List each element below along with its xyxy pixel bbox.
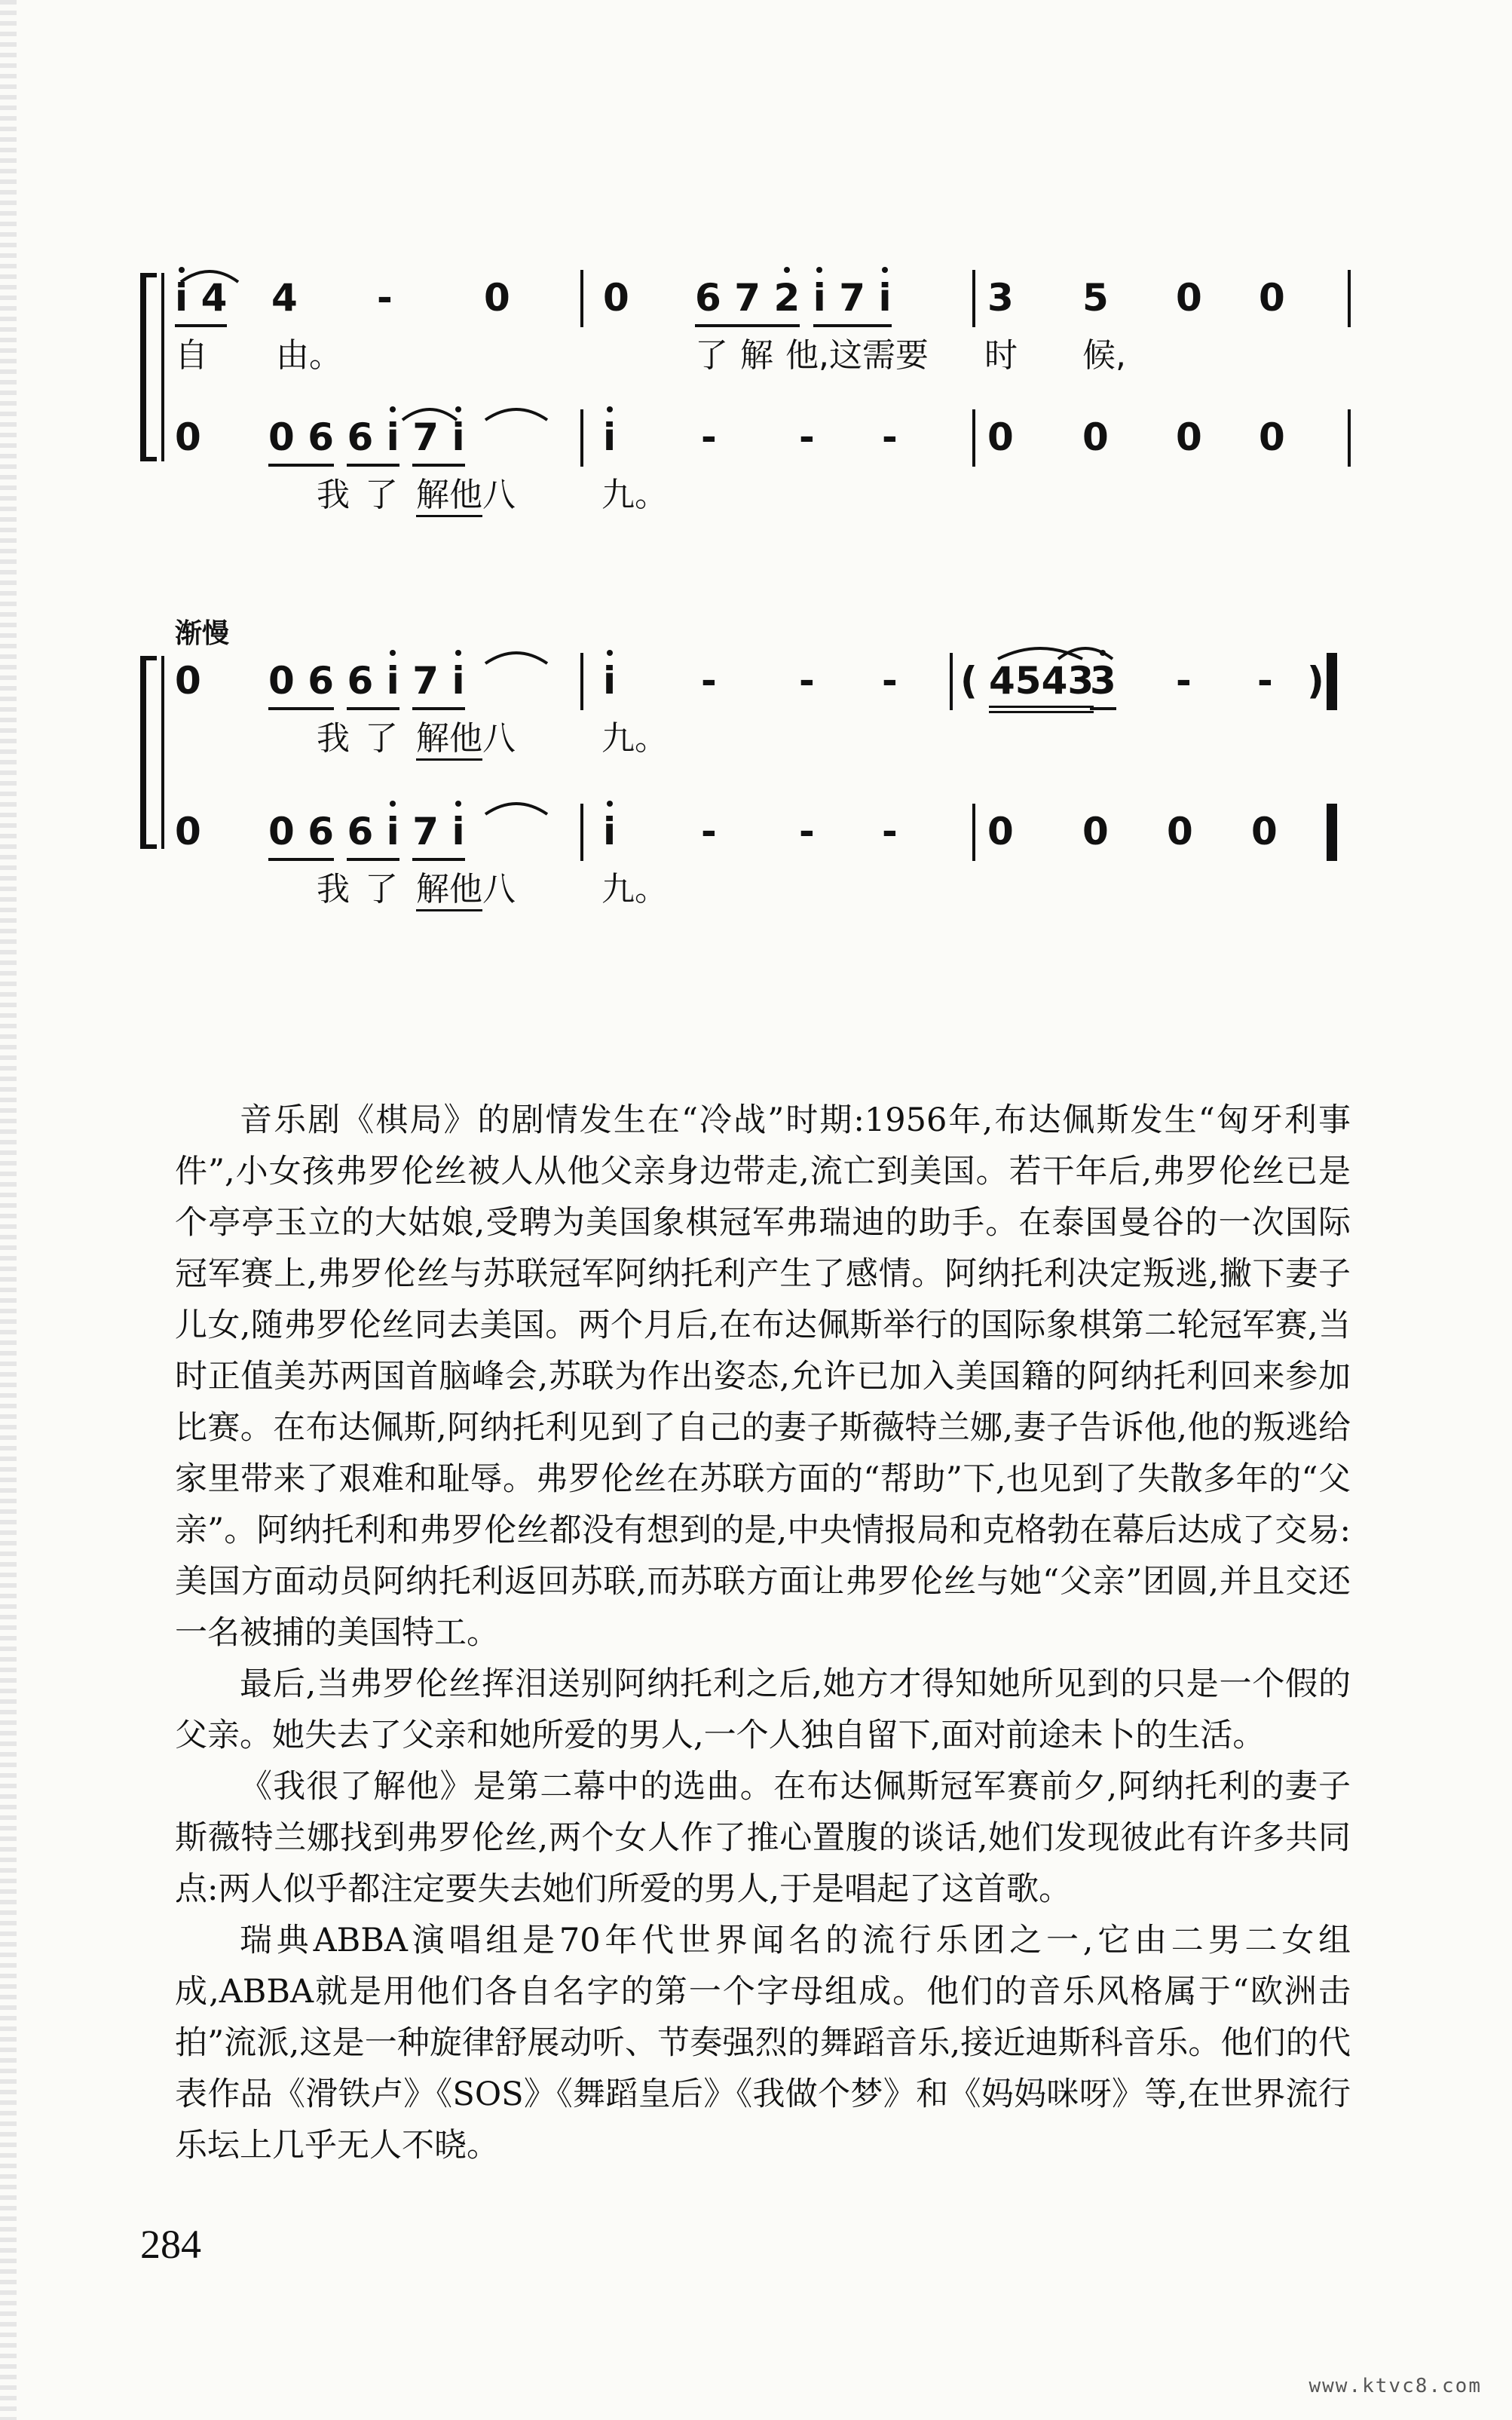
lyric: 我 <box>317 476 350 514</box>
dash: - <box>1257 659 1273 703</box>
note: 0 <box>484 276 510 320</box>
page-number: 284 <box>140 2222 201 2267</box>
paragraph: 最后,当弗罗伦丝挥泪送别阿纳托利之后,她方才得知她所见到的只是一个假的父亲。她失去了父亲和她所爱的男人,一个人独自留下,面对前途未卜的生活。 <box>175 1665 1351 1754</box>
note: 4 <box>200 276 228 320</box>
note: i <box>386 415 399 459</box>
note: 0 <box>175 659 201 703</box>
note: 6 <box>308 810 335 853</box>
dash: - <box>882 659 898 703</box>
barline <box>972 804 975 861</box>
note: 0 <box>175 415 201 459</box>
note: 0 <box>268 659 295 703</box>
note: 0 <box>1176 276 1202 320</box>
note: 0 <box>1082 415 1109 459</box>
lyric: 九。 <box>601 476 668 514</box>
paren-open: ( <box>960 659 978 703</box>
dash: - <box>799 810 815 853</box>
dash: - <box>701 810 717 853</box>
barline <box>1348 270 1351 327</box>
note: 6 <box>695 276 721 320</box>
dash: - <box>1176 659 1192 703</box>
watermark: www.ktvc8.com <box>1308 2375 1482 2397</box>
lyric: 九。 <box>601 870 668 908</box>
lyric: 了 <box>365 719 398 758</box>
note: i <box>386 659 399 703</box>
tempo-mark: 渐慢 <box>175 618 230 649</box>
score-row <box>0 264 1512 384</box>
lyric: 由。 <box>276 336 342 375</box>
note: i <box>451 659 465 703</box>
dash: - <box>701 659 717 703</box>
dash: - <box>799 415 815 459</box>
slur-mark <box>482 402 550 421</box>
note: 6 <box>347 810 374 853</box>
note: 0 <box>1167 810 1193 853</box>
paragraph: 音乐剧《棋局》的剧情发生在“冷战”时期:1956年,布达佩斯发生“匈牙利事件”,小女孩弗罗伦丝被人从他父亲身边带走,流亡到美国。若干年后,弗罗伦丝已是个亭亭玉立的大姑娘,受聘为美国象棋冠军弗瑞迪的助手。在泰国曼谷的一次国际冠军赛上,弗罗伦丝与苏联冠军阿纳托利产生了感情。阿纳托利决定叛逃,撇下妻子儿女,随弗罗伦丝同去美国。两个月后,在布达佩斯举行的国际象棋第二轮冠军赛,当时正值美苏两国首脑峰会,苏联为作出姿态,允许已加入美国籍的阿纳托利回来参加比赛。在布达佩斯,阿纳托利见到了自己的妻子斯薇特兰娜,妻子告诉他,他的叛逃给家里带来了艰难和耻辱。弗罗伦丝在苏联方面的“帮助”下,也见到了失散多年的“父亲”。阿纳托利和弗罗伦丝都没有想到的是,中央情报局和克格勃在幕后达成了交易:美国方面动员阿纳托利返回苏联,而苏联方面让弗罗伦丝与她“父亲”团圆,并且交还一名被捕的美国特工。 <box>175 1101 1351 1652</box>
score-row <box>0 403 1512 524</box>
lyric: 解 <box>740 336 773 375</box>
lyric: 解他 <box>416 479 482 517</box>
dash: - <box>882 415 898 459</box>
note: 6 <box>347 659 374 703</box>
note: 0 <box>1259 415 1285 459</box>
note: 7 <box>412 415 439 459</box>
lyric: 我 <box>317 870 350 908</box>
body-text <box>175 1095 1351 2171</box>
dash: - <box>377 276 393 320</box>
slur-mark <box>482 645 550 665</box>
note: 0 <box>175 810 201 853</box>
note: 0 <box>987 810 1014 853</box>
dash: - <box>799 659 815 703</box>
final-barline <box>1327 653 1337 710</box>
note: i <box>451 810 465 853</box>
barline <box>580 804 583 861</box>
note: 0 <box>1251 810 1278 853</box>
final-barline <box>1327 804 1337 861</box>
note: 3 <box>987 276 1014 320</box>
score-row <box>0 647 1512 767</box>
note: 0 <box>268 415 295 459</box>
note: 0 <box>603 276 629 320</box>
barline <box>972 409 975 467</box>
note: 7 <box>734 276 761 320</box>
note: 7 <box>412 810 439 853</box>
barline <box>580 653 583 710</box>
note: i <box>878 276 892 320</box>
note-group: 4543 <box>989 659 1094 713</box>
note: i <box>603 415 617 459</box>
lyric: 九。 <box>601 719 668 758</box>
lyric: 解他 <box>416 722 482 761</box>
lyric: 自 <box>175 336 208 375</box>
note: i <box>603 659 617 703</box>
lyric: 解他 <box>416 873 482 911</box>
note: i <box>451 415 465 459</box>
lyric: 时 <box>984 336 1018 375</box>
note: 6 <box>308 659 335 703</box>
lyric: 八 <box>482 870 516 908</box>
lyric: 八 <box>482 476 516 514</box>
note: 5 <box>1082 276 1109 320</box>
barline <box>972 270 975 327</box>
note: 6 <box>347 415 374 459</box>
paren-close: ) <box>1307 659 1324 703</box>
dash: - <box>701 415 717 459</box>
paragraph: 瑞典ABBA演唱组是70年代世界闻名的流行乐团之一,它由二男二女组成,ABBA就是用他们各自名字的第一个字母组成。他们的音乐风格属于“欧洲击拍”流派,这是一种旋律舒展动听、节奏强烈的舞蹈音乐,接近迪斯科音乐。他们的代表作品《滑铁卢》《SOS》《舞蹈皇后》《我做个梦》和《妈妈咪呀》等,在世界流行乐坛上几乎无人不晓。 <box>175 1922 1351 2164</box>
lyric: 了 <box>695 336 728 375</box>
lyric: 他,这需要 <box>785 336 929 375</box>
note: 0 <box>1082 810 1109 853</box>
lyric: 了 <box>365 870 398 908</box>
note: 3 <box>1090 659 1116 710</box>
slur-mark <box>482 796 550 816</box>
note: 0 <box>1176 415 1202 459</box>
note: 4 <box>271 276 298 320</box>
note: 0 <box>1259 276 1285 320</box>
note: 2 <box>773 276 800 320</box>
note: 7 <box>839 276 866 320</box>
barline <box>580 409 583 467</box>
lyric: 我 <box>317 719 350 758</box>
barline <box>580 270 583 327</box>
note: 7 <box>412 659 439 703</box>
lyric: 候, <box>1082 336 1126 375</box>
lyric: 八 <box>482 719 516 758</box>
slur-mark <box>1055 641 1116 660</box>
lyric: 了 <box>365 476 398 514</box>
barline <box>950 653 953 710</box>
dash: - <box>882 810 898 853</box>
paragraph: 《我很了解他》是第二幕中的选曲。在布达佩斯冠军赛前夕,阿纳托利的妻子斯薇特兰娜找到弗罗伦丝,两个女人作了推心置腹的谈话,她们发现彼此有许多共同点:两人似乎都注定要失去她们所爱的男人,于是唱起了这首歌。 <box>175 1768 1351 1908</box>
note: i <box>603 810 617 853</box>
note: i <box>813 276 826 320</box>
score-row <box>0 798 1512 918</box>
note: 0 <box>987 415 1014 459</box>
barline <box>1348 409 1351 467</box>
note: i <box>175 276 188 320</box>
note: 0 <box>268 810 295 853</box>
note: 6 <box>308 415 335 459</box>
note: i <box>386 810 399 853</box>
